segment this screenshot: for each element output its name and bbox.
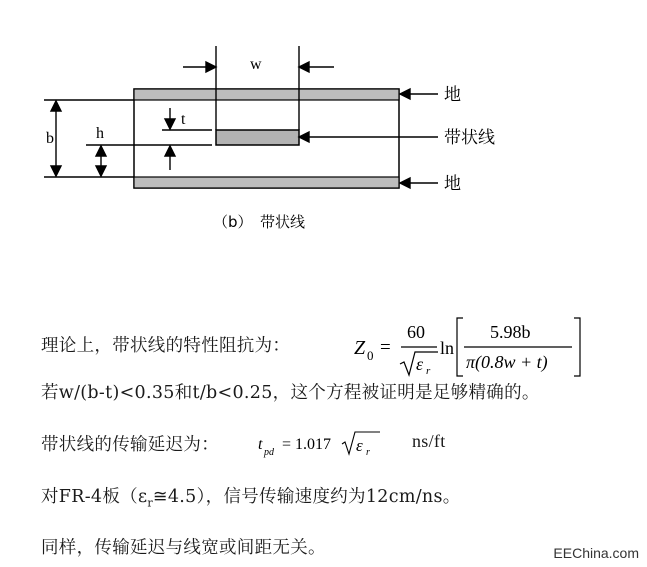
inner-denominator: π(0.8w + t): [466, 352, 548, 372]
tpd-epsilon-sub: r: [366, 447, 370, 458]
z0-equals: =: [380, 337, 391, 358]
b-label: b: [46, 130, 54, 147]
fr4-text-a: 对FR-4板（ε: [41, 487, 148, 507]
tpd-epsilon: ε: [356, 436, 363, 455]
left-bracket: [457, 318, 463, 376]
b-dimension: [44, 100, 134, 177]
right-bracket: [574, 318, 580, 376]
fr4-text-b: ≅4.5），信号传输速度约为12cm/ns。: [152, 487, 461, 507]
z0-subscript: 0: [367, 348, 374, 363]
bottom-ground-plane: [134, 177, 399, 188]
z0-epsilon-sub: r: [426, 365, 431, 377]
diagram-caption: （b） 带状线: [213, 213, 306, 231]
w-label: w: [250, 56, 262, 73]
independence-text: 同样，传输延迟与线宽或间距无关。: [41, 538, 326, 558]
tpd-symbol: t: [258, 436, 263, 453]
t-label: t: [181, 111, 186, 128]
z0-symbol: Z: [354, 337, 366, 359]
fr4-velocity-text: [41, 483, 461, 510]
tpd-formula: [256, 424, 386, 464]
inner-numerator: 5.98b: [490, 322, 531, 342]
delay-unit: ns/ft: [412, 431, 446, 451]
z0-numerator: 60: [407, 322, 425, 342]
z0-epsilon: ε: [416, 354, 424, 374]
tpd-coefficient: = 1.017: [282, 436, 332, 453]
ln-symbol: ln: [440, 338, 455, 358]
accuracy-condition-text: 若w/(b-t)<0.35和t/b<0.25，这个方程被证明是足够精确的。: [41, 383, 540, 403]
fr4-epsilon-sub: r: [147, 496, 153, 510]
ground-top-label: 地: [444, 85, 461, 105]
watermark: EEChina.com: [553, 545, 639, 561]
stripline-label: 带状线: [444, 128, 495, 148]
delay-intro-text: 带状线的传输延迟为：: [41, 435, 219, 455]
ground-bottom-label: 地: [444, 174, 461, 194]
strip-conductor: [216, 130, 299, 145]
z0-formula: [350, 312, 590, 380]
h-label: h: [96, 125, 104, 142]
top-ground-plane: [134, 89, 399, 100]
tpd-subscript: pd: [264, 447, 274, 458]
impedance-intro-text: 理论上，带状线的特性阻抗为：: [41, 336, 291, 356]
stripline-diagram: [0, 0, 647, 240]
